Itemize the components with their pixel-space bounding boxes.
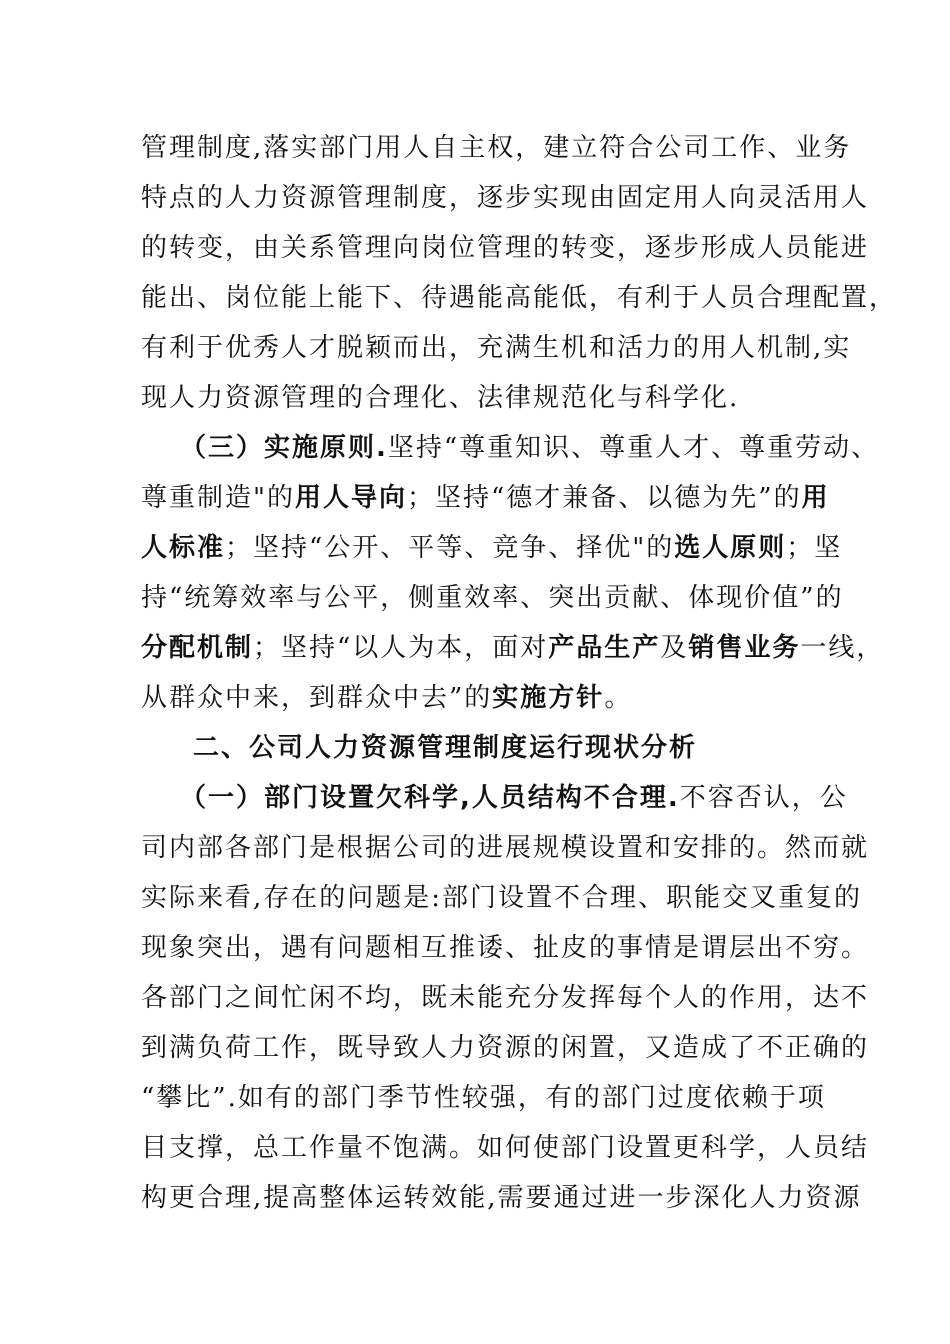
paragraph-line: 特点的人力资源管理制度，逐步实现由固定用人向灵活用人	[141, 183, 870, 213]
paragraph-line: 有利于优秀人才脱颖而出，充满生机和活力的用人机制,实	[141, 333, 852, 363]
section-3-line	[141, 633, 884, 663]
chapter-heading: 二、公司人力资源管理制度运行现状分析	[193, 733, 698, 763]
paragraph-line: 管理制度,落实部门用人自主权，建立符合公司工作、业务	[141, 133, 852, 163]
section-3-line: 持“统筹效率与公平，侧重效率、突出贡献、体现价值”的	[141, 583, 844, 613]
section-1-line	[180, 783, 848, 813]
bold-term: 人标准	[141, 533, 226, 563]
text-run: 尊重制造"的	[141, 483, 295, 513]
paragraph-line: 现象突出，遇有问题相互推诿、扯皮的事情是谓层出不穷。	[141, 933, 870, 963]
paragraph-line: 到满负荷工作，既导致人力资源的闲置，又造成了不正确的	[141, 1033, 870, 1063]
section-1-title: （一）部门设置欠科学,人员结构不合理.	[180, 783, 680, 813]
section-3-title: （三）实施原则.	[180, 433, 388, 463]
bold-term: 产品生产	[548, 633, 661, 663]
paragraph-line: 各部门之间忙闲不均，既未能充分发挥每个人的作用，达不	[141, 983, 870, 1013]
paragraph-line: 现人力资源管理的合理化、法律规范化与科学化.	[141, 383, 740, 413]
text-run: 坚持“尊重知识、尊重人才、尊重劳动、	[387, 433, 880, 463]
text-run: 及	[660, 633, 689, 663]
text-run: ；坚持“德才兼备、以德为先”的	[406, 483, 802, 513]
section-3-line	[141, 483, 830, 513]
bold-term: 用人导向	[294, 483, 407, 513]
paragraph-line: 目支撑，总工作量不饱满。如何使部门设置更科学，人员结	[141, 1133, 870, 1163]
text-run: 不容否认，公	[679, 783, 848, 813]
paragraph-line: “攀比”.如有的部门季节性较强，有的部门过度依赖于项	[141, 1083, 826, 1113]
text-run: 。	[604, 683, 633, 713]
paragraph-line: 构更合理,提高整体运转效能,需要通过进一步深化人力资源	[141, 1183, 862, 1213]
section-3-line	[141, 683, 632, 713]
text-run: 一线，	[800, 633, 885, 663]
paragraph-line: 能出、岗位能上能下、待遇能高能低，有利于人员合理配置，	[141, 283, 898, 313]
paragraph-line: 司内部各部门是根据公司的进展规模设置和安排的。然而就	[141, 833, 870, 863]
bold-term: 用	[801, 483, 830, 513]
bold-term: 实施方针	[492, 683, 605, 713]
section-3-line	[180, 433, 879, 463]
bold-term: 选人原则	[674, 533, 787, 563]
text-run: ；坚	[786, 533, 843, 563]
text-run: ；坚持“以人为本，面对	[253, 633, 549, 663]
text-run: 从群众中来，到群众中去”的	[141, 683, 493, 713]
paragraph-line: 实际来看,存在的问题是:部门设置不合理、职能交叉重复的	[141, 883, 863, 913]
bold-term: 分配机制	[141, 633, 254, 663]
text-run: ；坚持“公开、平等、竞争、择优"的	[225, 533, 675, 563]
paragraph-line: 的转变，由关系管理向岗位管理的转变，逐步形成人员能进	[141, 233, 870, 263]
bold-term: 销售业务	[688, 633, 801, 663]
section-3-line	[141, 533, 842, 563]
